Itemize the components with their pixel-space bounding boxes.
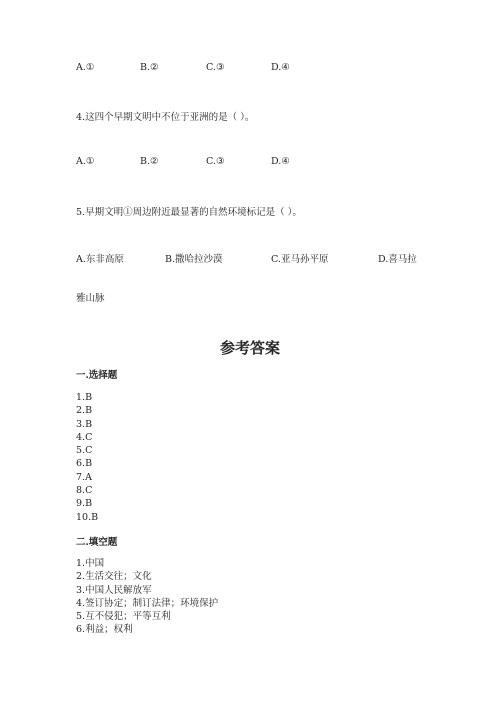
list-item: 4.签订协定；制订法律；环境保护 [76, 597, 219, 609]
question-5-option-wrap: 雅山脉 [76, 293, 105, 304]
option-c: C.③ [206, 156, 225, 167]
fill-answer-list [76, 557, 218, 637]
list-item: 3.中国人民解放军 [76, 584, 152, 596]
question-4-options [76, 156, 436, 170]
question-3-options [76, 62, 436, 76]
list-item: 5.C [76, 445, 93, 457]
list-item: 7.A [76, 471, 92, 483]
list-item: 2.B [76, 405, 93, 417]
list-item: 4.C [76, 431, 93, 443]
list-item: 1.中国 [76, 558, 105, 569]
list-item: 5.互不侵犯；平等互利 [76, 611, 171, 623]
option-a: A.① [76, 62, 95, 73]
question-4-text: 4.这四个早期文明中不位于亚洲的是（ ）。 [76, 112, 255, 123]
option-a: A.东非高原 [76, 254, 124, 265]
option-c: C.亚马孙平原 [271, 254, 329, 265]
choice-answer-list [76, 391, 98, 524]
question-5-text: 5.早期文明①周边附近最显著的自然环境标记是（ ）。 [76, 207, 302, 218]
section-heading-fill: 二.填空题 [76, 537, 118, 548]
option-b: B.撒哈拉沙漠 [165, 254, 223, 265]
list-item: 10.B [76, 511, 99, 523]
option-b: B.② [140, 62, 159, 73]
question-5-options [76, 251, 436, 265]
list-item: 8.C [76, 485, 93, 497]
list-item: 9.B [76, 498, 93, 510]
section-heading-choice: 一.选择题 [76, 370, 118, 381]
list-item: 6.利益；权利 [76, 624, 133, 636]
option-a: A.① [76, 156, 95, 167]
option-d: D.④ [271, 156, 290, 167]
option-c: C.③ [206, 62, 225, 73]
option-d: D.喜马拉 [378, 254, 417, 265]
list-item: 3.B [76, 418, 93, 430]
list-item: 1.B [76, 392, 93, 403]
list-item: 2.生活交往；文化 [76, 571, 152, 583]
option-d: D.④ [271, 62, 290, 73]
answer-key-title: 参考答案 [219, 339, 280, 357]
option-b: B.② [140, 156, 159, 167]
list-item: 6.B [76, 458, 93, 470]
